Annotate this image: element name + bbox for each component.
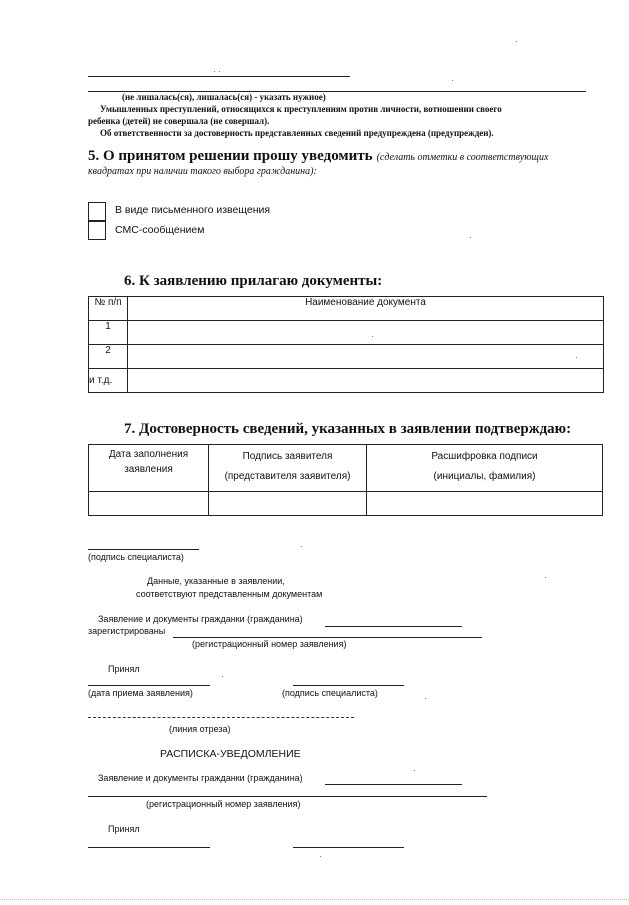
sms-checkbox[interactable] (88, 221, 106, 240)
table-row (89, 492, 603, 516)
scan-speck (372, 336, 373, 337)
registered-line-1: Заявление и документы гражданки (гражданина) (98, 614, 303, 624)
crimes-line-1: Умышленных преступлений, относящихся к преступлениям против личности, вотношении своего (100, 104, 502, 114)
receipt-docs-label: Заявление и документы гражданки (гражданина) (98, 773, 303, 783)
accepted-label: Принял (108, 664, 140, 674)
crimes-line-2: ребенка (детей) не совершала (не совершал). (88, 116, 270, 126)
specialist-signature-label-2: (подпись специалиста) (282, 688, 378, 698)
scan-speck (414, 770, 415, 771)
section-5-note-2: квадратах при наличии такого выбора гражданина): (88, 166, 317, 177)
scan-speck (425, 698, 426, 699)
header-decoding-line1: Расшифровка подписи (431, 451, 538, 462)
scan-speck (516, 41, 517, 42)
header-date-line1: Дата заполнения (108, 449, 189, 460)
deprivation-hint: (не лишалась(ся), лишалась(ся) - указать нужное) (122, 92, 326, 102)
row-number: 2 (89, 345, 128, 369)
responsibility-note: Об ответственности за достоверность представленных сведений предупреждена (предупрежден). (100, 128, 494, 138)
registered-blank-1 (325, 626, 462, 627)
header-date-line2: заявления (124, 464, 173, 475)
header-date (89, 445, 209, 492)
page-edge (0, 899, 629, 900)
table-row (89, 321, 604, 345)
data-match-line-2: соответствуют представленным документам (136, 589, 323, 599)
section-5-heading (88, 147, 598, 167)
documents-header-row (89, 297, 604, 321)
header-decoding (367, 445, 603, 492)
specialist-signature-line (88, 549, 199, 550)
section-5-title: 5. О принятом решении прошу уведомить (88, 148, 373, 164)
section-6-title: 6. К заявлению прилагаю документы: (124, 273, 383, 289)
header-decoding-line2: (инициалы, фамилия) (433, 471, 536, 482)
doc-name-cell[interactable] (128, 345, 604, 369)
registered-line-2: зарегистрированы (88, 626, 166, 636)
scan-speck (470, 237, 471, 238)
top-blank-line (88, 76, 350, 77)
signature-cell[interactable] (209, 492, 367, 516)
table-row (89, 369, 604, 393)
header-number: № п/п (89, 297, 128, 321)
receipt-signature-line (293, 847, 404, 848)
receipt-blank-1 (325, 784, 462, 785)
confirmation-header-row (89, 445, 603, 492)
specialist-signature-line-2 (293, 685, 404, 686)
receipt-blank-2 (88, 796, 487, 797)
date-received-line (88, 685, 210, 686)
option-sms: СМС-сообщением (115, 224, 205, 236)
reg-number-label: (регистрационный номер заявления) (192, 639, 347, 649)
header-doc-name: Наименование документа (128, 297, 604, 321)
date-received-label: (дата приема заявления) (88, 688, 193, 698)
option-written-notice: В виде письменного извещения (115, 204, 271, 216)
scan-speck (214, 71, 215, 72)
confirmation-table (88, 444, 603, 516)
section-5-note-1: (сделать отметки в соответствующих (376, 152, 549, 163)
documents-table (88, 296, 604, 393)
receipt-accepted-label: Принял (108, 824, 140, 834)
header-signature (209, 445, 367, 492)
receipt-title: РАСПИСКА-УВЕДОМЛЕНИЕ (160, 748, 301, 760)
specialist-signature-label: (подпись специалиста) (88, 552, 184, 562)
scan-speck (320, 856, 321, 857)
date-cell[interactable] (89, 492, 209, 516)
doc-name-cell[interactable] (128, 321, 604, 345)
section-7-title: 7. Достоверность сведений, указанных в заявлении подтверждаю: (124, 421, 572, 437)
scan-speck (545, 577, 546, 578)
doc-name-cell[interactable] (128, 369, 604, 393)
table-row (89, 345, 604, 369)
row-number: 1 (89, 321, 128, 345)
receipt-date-line (88, 847, 210, 848)
scan-speck (452, 80, 453, 81)
row-number: и т.д. (89, 369, 128, 393)
receipt-reg-number-label: (регистрационный номер заявления) (146, 799, 301, 809)
header-signature-line2: (представителя заявителя) (224, 471, 351, 482)
data-match-line-1: Данные, указанные в заявлении, (147, 576, 285, 586)
cut-line-label: (линия отреза) (169, 724, 231, 734)
cut-line (88, 717, 354, 718)
decoding-cell[interactable] (367, 492, 603, 516)
scan-speck (219, 71, 220, 72)
scan-speck (301, 546, 302, 547)
written-notice-checkbox[interactable] (88, 202, 106, 221)
header-signature-line1: Подпись заявителя (242, 451, 333, 462)
registered-blank-2 (173, 637, 482, 638)
scan-speck (222, 676, 223, 677)
scan-speck (576, 357, 577, 358)
